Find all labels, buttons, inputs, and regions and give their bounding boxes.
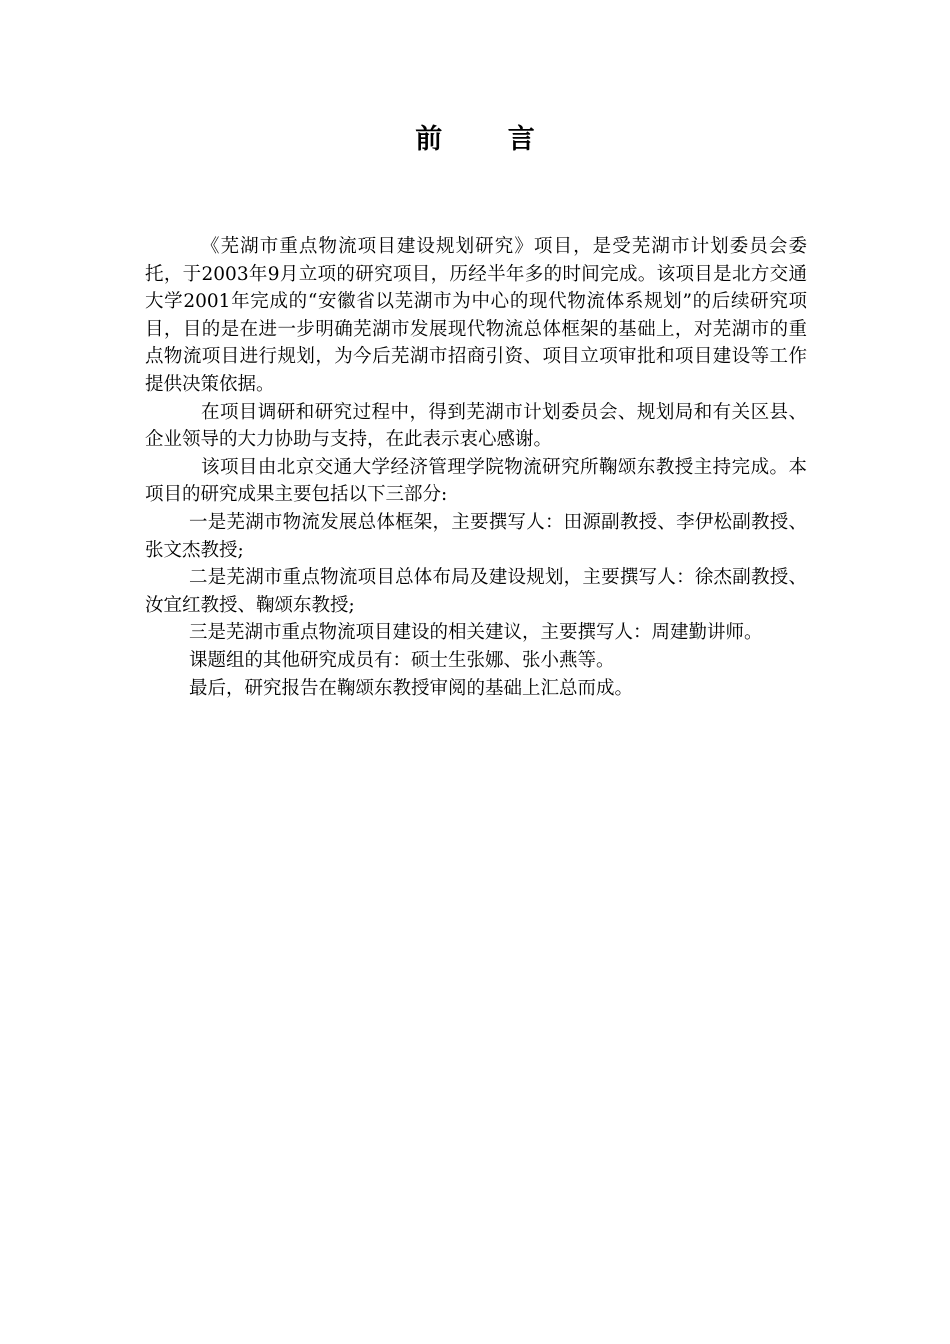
paragraph-other-members: 课题组的其他研究成员有：硕士生张娜、张小燕等。	[189, 649, 615, 671]
paragraph-part-three: 三是芜湖市重点物流项目建设的相关建议，主要撰写人：周建勤讲师。	[189, 622, 763, 644]
paragraph-part-two: 二是芜湖市重点物流项目总体布局及建设规划，主要撰写人：徐杰副教授、汝宜红教授、鞠颂东教授;	[145, 567, 807, 616]
paragraph-acknowledgement: 在项目调研和研究过程中，得到芜湖市计划委员会、规划局和有关区县、企业领导的大力协助与支持，在此表示衷心感谢。	[145, 401, 807, 451]
paragraph-closing: 最后，研究报告在鞠颂东教授审阅的基础上汇总而成。	[189, 677, 634, 699]
paragraph-project-lead: 该项目由北京交通大学经济管理学院物流研究所鞠颂东教授主持完成。本项目的研究成果主要包括以下三部分:	[145, 456, 807, 506]
page-title: 前 言	[415, 124, 563, 155]
paragraph-part-one: 一是芜湖市物流发展总体框架，主要撰写人：田源副教授、李伊松副教授、张文杰教授;	[145, 511, 807, 561]
paragraph-project-intro: 《芜湖市重点物流项目建设规划研究》项目，是受芜湖市计划委员会委托，于2003年9月立项的研究项目，历经半年多的时间完成。该项目是北方交通大学2001年完成的“安徽省以芜湖市为中心的现代物流体系规划”的后续研究项目，目的是在进一步明确芜湖市发展现代物流总体框架的基础上，对芜湖市的重点物流项目进行规划，为今后芜湖市招商引资、项目立项审批和项目建设等工作提供决策依据。	[145, 236, 807, 395]
preface-body	[145, 233, 807, 702]
